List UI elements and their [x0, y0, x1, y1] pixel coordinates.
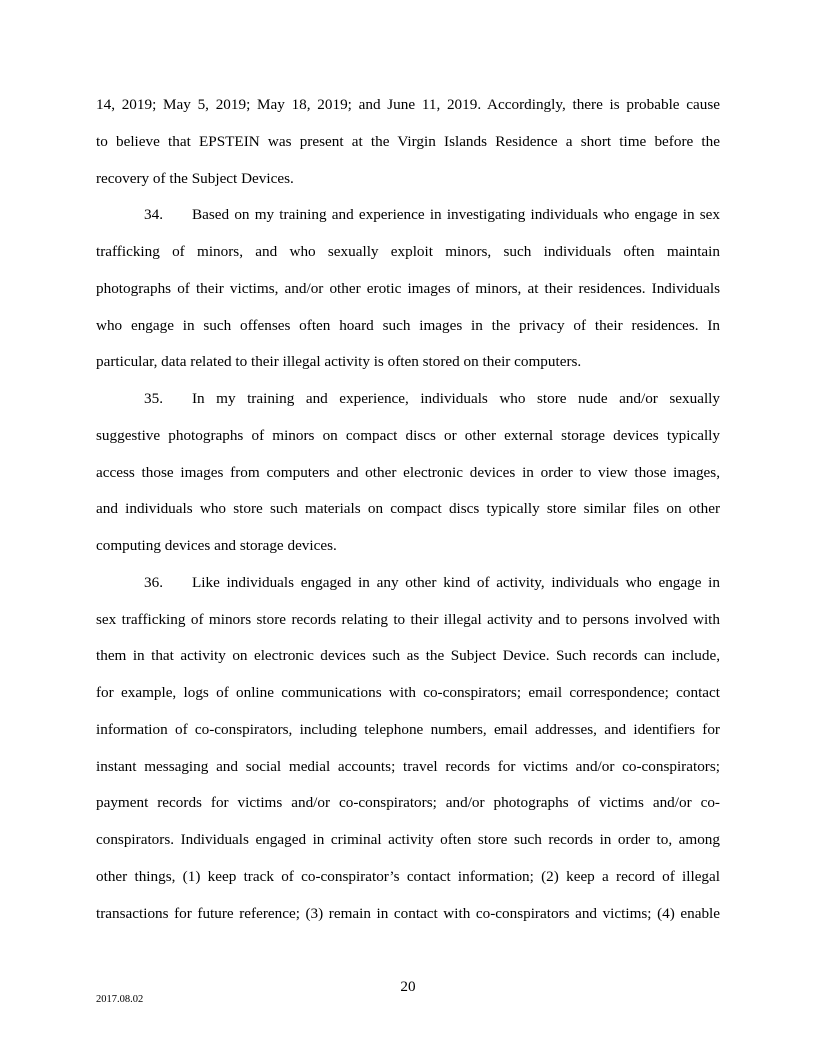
text-line: particular, data related to their illegal activity is often stored on their computers.: [96, 353, 582, 371]
paragraph-number: 34.: [144, 206, 163, 224]
text-line: them in that activity on electronic devices such as the Subject Device. Such records can include,: [96, 647, 720, 665]
paragraph-first-line: [96, 572, 720, 609]
text-line: computing devices and storage devices.: [96, 537, 337, 554]
paragraph-number: 36.: [144, 573, 163, 591]
paragraph-number: 35.: [144, 390, 163, 407]
text-line: photographs of their victims, and/or other erotic images of minors, at their residences. Individuals: [96, 279, 720, 297]
text-line: for example, logs of online communications with co-conspirators; email correspondence; contact: [96, 684, 720, 701]
text-line: who engage in such offenses often hoard such images in the privacy of their residences. In: [96, 316, 720, 334]
text-line: trafficking of minors, and who sexually exploit minors, such individuals often maintain: [96, 243, 720, 260]
text-line: payment records for victims and/or co-conspirators; and/or photographs of victims and/or co-: [96, 794, 720, 812]
text-line: recovery of the Subject Devices.: [96, 169, 294, 187]
text-line: 14, 2019; May 5, 2019; May 18, 2019; and June 11, 2019. Accordingly, there is probable cause: [96, 96, 720, 113]
paragraph-first-line: [96, 388, 720, 425]
text-line: transactions for future reference; (3) remain in contact with co-conspirators and victims; (4) enable: [96, 904, 720, 922]
page-number: 20: [400, 978, 416, 995]
text-line: access those images from computers and other electronic devices in order to view those images,: [96, 463, 720, 481]
document-body: [96, 94, 720, 939]
text-line: In my training and experience, individuals who store nude and/or sexually: [192, 390, 720, 407]
text-line: Based on my training and experience in investigating individuals who engage in sex: [192, 206, 720, 224]
document-date: 2017.08.02: [96, 994, 144, 1005]
text-line: conspirators. Individuals engaged in criminal activity often store such records in order to, among: [96, 831, 720, 848]
text-line: information of co-conspirators, including telephone numbers, email addresses, and identifiers for: [96, 720, 720, 738]
text-line: and individuals who store such materials on compact discs typically store similar files on other: [96, 500, 720, 518]
text-line: instant messaging and social medial accounts; travel records for victims and/or co-conspirators;: [96, 757, 720, 775]
text-line: suggestive photographs of minors on compact discs or other external storage devices typically: [96, 426, 720, 444]
paragraph-first-line: [96, 204, 720, 241]
text-line: sex trafficking of minors store records relating to their illegal activity and to persons involved with: [96, 610, 720, 628]
text-line: to believe that EPSTEIN was present at the Virgin Islands Residence a short time before the: [96, 132, 720, 150]
text-line: Like individuals engaged in any other kind of activity, individuals who engage in: [192, 573, 720, 591]
text-line: other things, (1) keep track of co-conspirator’s contact information; (2) keep a record of illegal: [96, 867, 720, 885]
